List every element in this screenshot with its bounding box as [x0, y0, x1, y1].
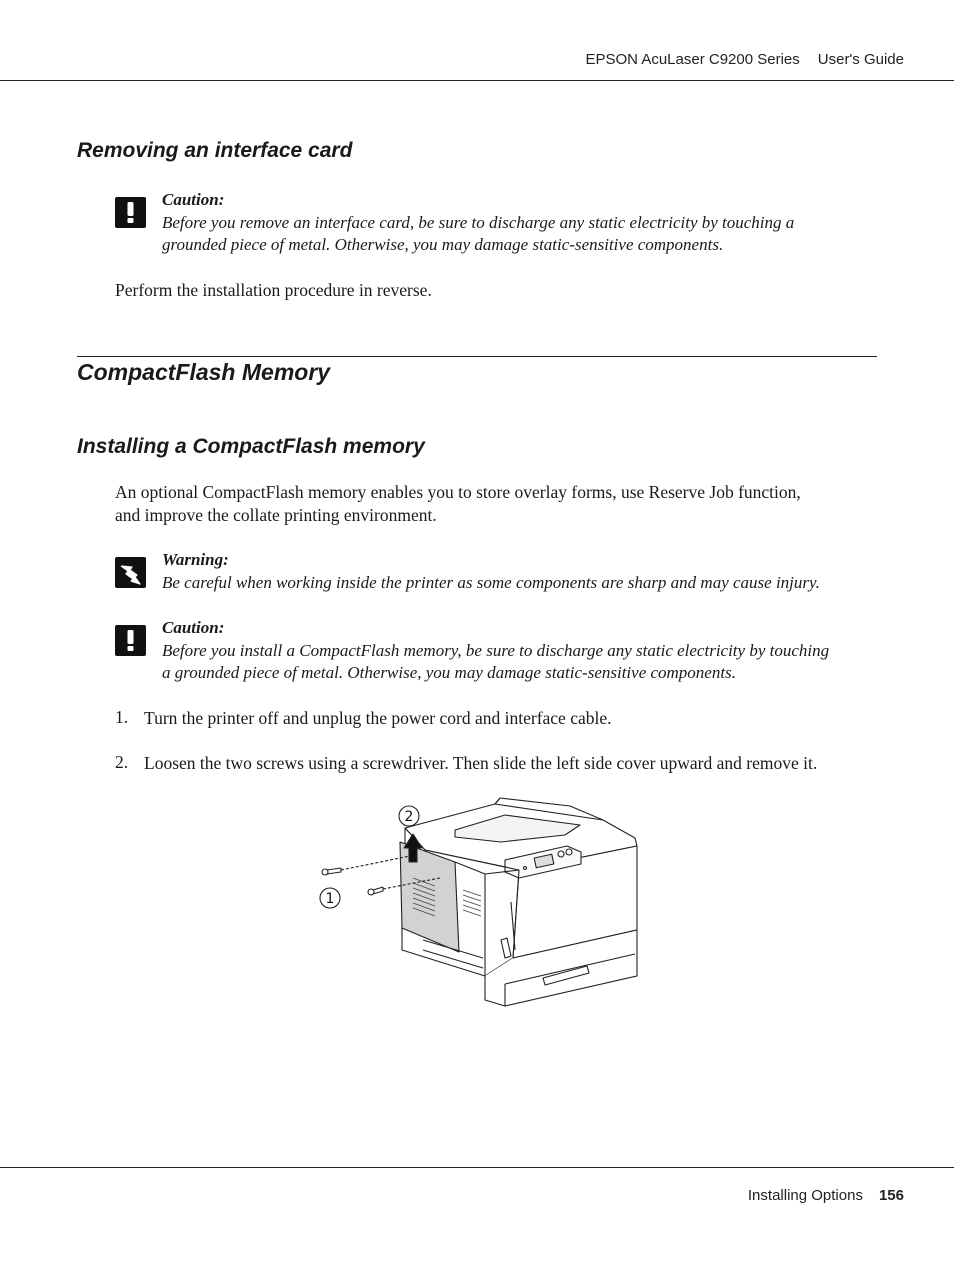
heading-removing-interface-card: Removing an interface card: [77, 139, 353, 162]
svg-text:1: 1: [325, 891, 335, 907]
heading-compactflash-memory: CompactFlash Memory: [77, 359, 331, 385]
step-text: Turn the printer off and unplug the power cord and interface cable.: [144, 708, 612, 728]
caution-text: [162, 640, 829, 684]
caution-text: [162, 212, 794, 256]
page-number: 156: [878, 1187, 904, 1204]
section-rule: [77, 356, 877, 357]
header-rule: [0, 80, 954, 81]
step-number: 1.: [115, 707, 129, 727]
warning-title: Warning:: [162, 550, 229, 569]
footer-section: Installing Options: [747, 1187, 863, 1204]
step-text: Loosen the two screws using a screwdriver. Then slide the left side cover upward and remove it.: [144, 753, 818, 773]
caution-title: Caution:: [162, 618, 225, 637]
warning-text: Be careful when working inside the printer as some components are sharp and may cause injury.: [162, 573, 820, 592]
step-number: 2.: [115, 752, 129, 772]
header-guide: User's Guide: [817, 51, 904, 68]
caution-title: Caution:: [162, 190, 225, 209]
caution-line: Before you remove an interface card, be sure to discharge any static electricity by touching a: [162, 213, 795, 232]
page-footer: [748, 1187, 904, 1204]
printer-illustration: [305, 790, 645, 1020]
caution-line: Before you install a CompactFlash memory, be sure to discharge any static electricity by touching: [162, 641, 830, 660]
heading-installing-compactflash: Installing a CompactFlash memory: [77, 435, 425, 458]
caution-icon: [115, 625, 146, 656]
caution-line: a grounded piece of metal. Otherwise, you may damage static-sensitive components.: [162, 663, 736, 682]
header-product: EPSON AcuLaser C9200 Series: [585, 51, 800, 68]
intro-line: and improve the collate printing environment.: [115, 505, 437, 525]
intro-paragraph: [115, 481, 801, 527]
caution-line: grounded piece of metal. Otherwise, you may damage static-sensitive components.: [162, 235, 724, 254]
callout-2: [399, 806, 419, 826]
caution-icon: [115, 197, 146, 228]
warning-icon: [115, 557, 146, 588]
callout-1: [320, 888, 340, 908]
body-paragraph: Perform the installation procedure in reverse.: [115, 280, 432, 300]
intro-line: An optional CompactFlash memory enables you to store overlay forms, use Reserve Job function,: [115, 482, 801, 502]
footer-rule: [0, 1167, 954, 1168]
page-header: [585, 51, 904, 68]
svg-text:2: 2: [404, 809, 414, 825]
